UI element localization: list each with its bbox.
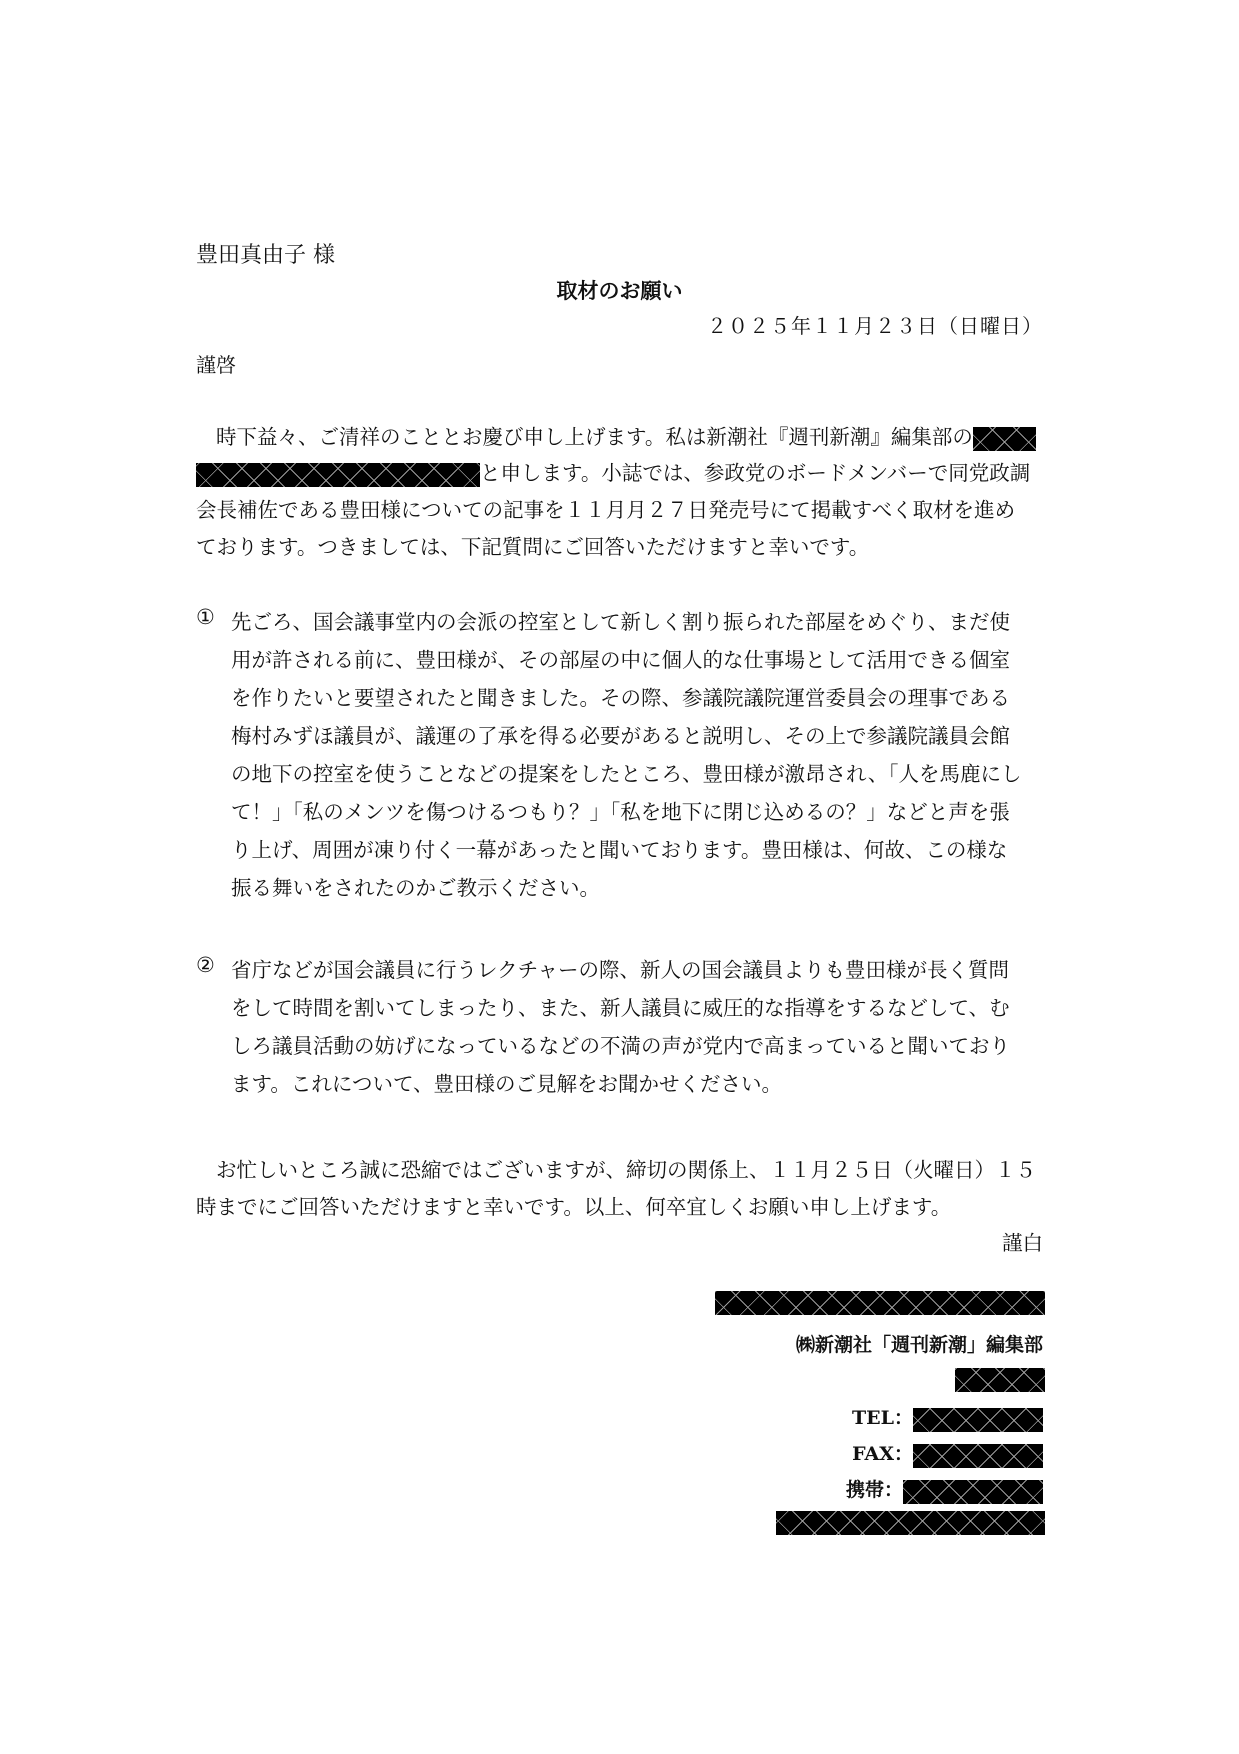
signature-tel-row bbox=[852, 1403, 1043, 1432]
signature-org: ㈱新潮社「週刊新潮」編集部 bbox=[795, 1334, 1043, 1356]
question-1-line: 先ごろ、国会議事堂内の会派の控室として新しく割り振られた部屋をめぐり、まだ使 bbox=[231, 610, 1010, 634]
closing-word: 謹白 bbox=[1002, 1231, 1043, 1255]
redaction-sender-person bbox=[955, 1368, 1045, 1392]
question-1-line: 梅村みずほ議員が、議運の了承を得る必要があると説明し、その上で参議院議員会館 bbox=[231, 724, 1010, 748]
fax-label: FAX： bbox=[852, 1443, 913, 1465]
intro-line-2 bbox=[196, 456, 1030, 487]
question-1-marker: ① bbox=[196, 605, 215, 629]
intro-line-1-text: 時下益々、ご清祥のこととお慶び申し上げます。私は新潮社『週刊新潮』編集部の bbox=[216, 425, 973, 449]
redaction-name-part1 bbox=[973, 427, 1036, 451]
question-2-line: 省庁などが国会議員に行うレクチャーの際、新人の国会議員よりも豊田様が長く質問 bbox=[231, 958, 1009, 982]
closing-line-1: お忙しいところ誠に恐縮ではございますが、締切の関係上、１１月２５日（火曜日）１５ bbox=[216, 1158, 1036, 1182]
opening-word: 謹啓 bbox=[196, 353, 236, 377]
intro-line-2-text: と申します。小誌では、参政党のボードメンバーで同党政調 bbox=[480, 461, 1031, 485]
tel-label: TEL： bbox=[852, 1407, 913, 1429]
signature-fax-row bbox=[852, 1439, 1043, 1468]
intro-line-1 bbox=[216, 420, 1036, 451]
question-2-marker: ② bbox=[196, 953, 215, 977]
question-1-line: 振る舞いをされたのかご教示ください。 bbox=[231, 876, 600, 900]
redaction-tel bbox=[913, 1408, 1043, 1432]
letter-date: ２０２５年１１月２３日（日曜日） bbox=[707, 314, 1043, 338]
question-1-line: の地下の控室を使うことなどの提案をしたところ、豊田様が激昂され、「人を馬鹿にし bbox=[231, 762, 1022, 786]
question-2-line: をして時間を割いてしまったり、また、新人議員に威圧的な指導をするなどして、む bbox=[231, 996, 1010, 1020]
question-2-line: ます。これについて、豊田様のご見解をお聞かせください。 bbox=[231, 1072, 783, 1096]
mobile-label: 携帯： bbox=[845, 1479, 903, 1501]
redaction-sender-name bbox=[715, 1291, 1045, 1315]
redaction-email bbox=[776, 1511, 1045, 1535]
redaction-mobile bbox=[903, 1480, 1043, 1504]
intro-line-4: ております。つきましては、下記質問にご回答いただけますと幸いです。 bbox=[196, 535, 870, 559]
redaction-name-part2 bbox=[196, 463, 480, 487]
signature-mobile-row bbox=[846, 1475, 1043, 1504]
closing-line-2: 時までにご回答いただけますと幸いです。以上、何卒宜しくお願い申し上げます。 bbox=[196, 1195, 952, 1219]
redaction-fax bbox=[913, 1444, 1043, 1468]
addressee: 豊田真由子 様 bbox=[196, 243, 335, 268]
question-2-line: しろ議員活動の妨げになっているなどの不満の声が党内で高まっていると聞いており bbox=[231, 1034, 1010, 1058]
question-1-line: り上げ、周囲が凍り付く一幕があったと聞いております。豊田様は、何故、この様な bbox=[231, 838, 1008, 862]
question-1-line: を作りたいと要望されたと聞きました。その際、参議院議院運営委員会の理事である bbox=[231, 686, 1010, 710]
intro-line-3: 会長補佐である豊田様についての記事を１１月月２７日発売号にて掲載すべく取材を進め bbox=[196, 498, 1016, 522]
letter-title: 取材のお願い bbox=[556, 278, 683, 303]
question-1-line: 用が許される前に、豊田様が、その部屋の中に個人的な仕事場として活用できる個室 bbox=[231, 648, 1010, 672]
question-1-line: て！」「私のメンツを傷つけるつもり？」「私を地下に閉じ込めるの？」などと声を張 bbox=[231, 800, 1010, 824]
